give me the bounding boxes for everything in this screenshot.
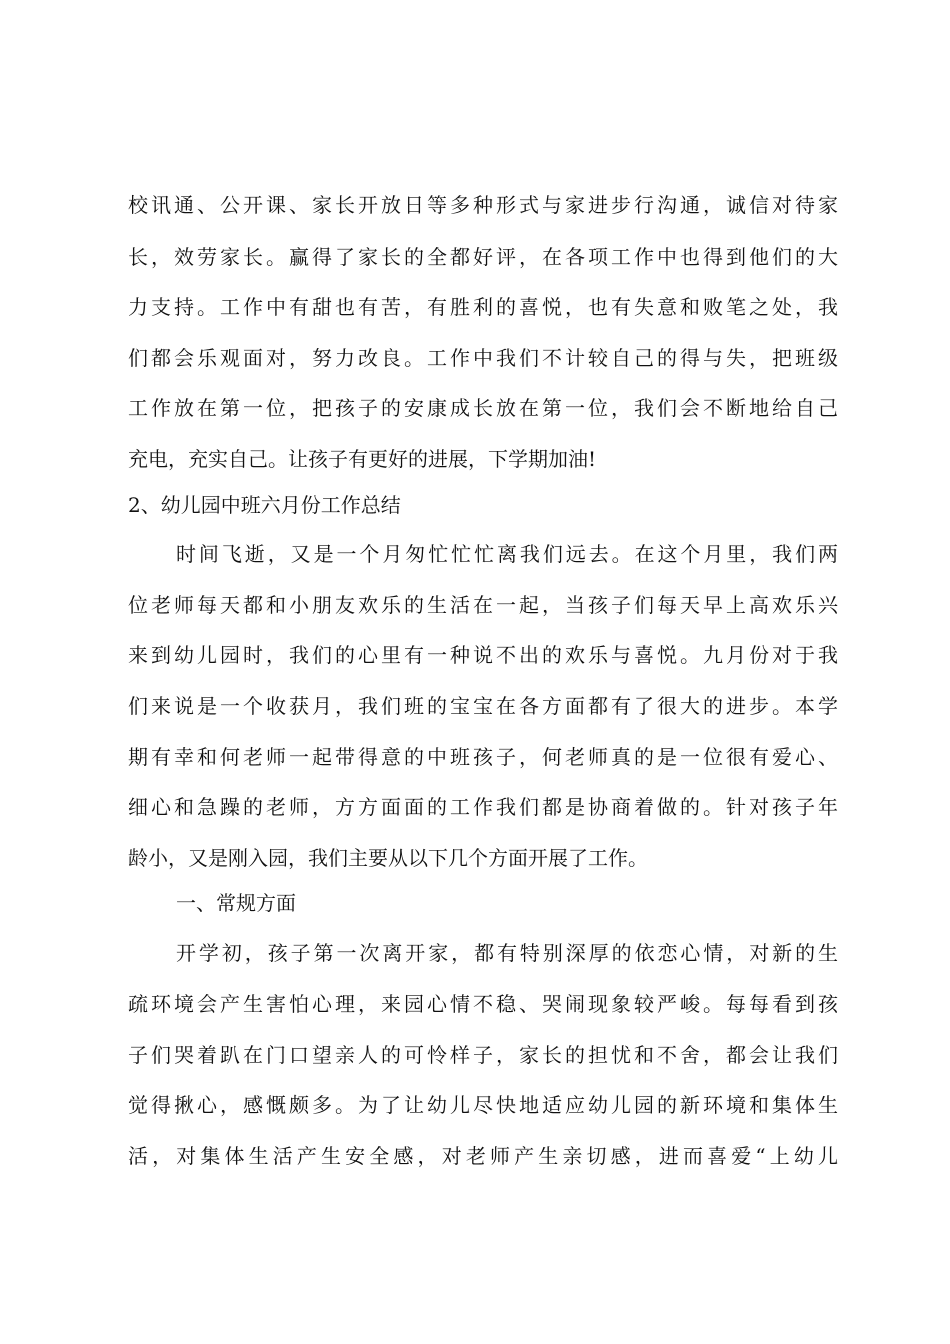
body-line: 疏环境会产生害怕心理，来园心情不稳、哭闹现象较严峻。每每看到孩: [128, 992, 838, 1016]
body-line: 校讯通、公开课、家长开放日等多种形式与家进步行沟通，诚信对待家: [128, 193, 838, 217]
body-line: 长，效劳家长。赢得了家长的全都好评，在各项工作中也得到他们的大: [128, 245, 838, 269]
body-line: 充电，充实自己。让孩子有更好的进展，下学期加油!: [128, 447, 597, 471]
body-line: 期有幸和何老师一起带得意的中班孩子，何老师真的是一位很有爱心、: [128, 745, 838, 769]
body-line: 活，对集体生活产生安全感，对老师产生亲切感，进而喜爱“上幼儿: [128, 1144, 838, 1168]
body-line: 细心和急躁的老师，方方面面的工作我们都是协商着做的。针对孩子年: [128, 795, 838, 819]
subsection-heading: 一、常规方面: [176, 891, 296, 915]
body-line: 力支持。工作中有甜也有苦，有胜利的喜悦，也有失意和败笔之处，我: [128, 295, 838, 319]
body-line: 龄小，又是刚入园，我们主要从以下几个方面开展了工作。: [128, 846, 648, 870]
body-line: 子们哭着趴在门口望亲人的可怜样子，家长的担忧和不舍，都会让我们: [128, 1043, 838, 1067]
body-line: 来到幼儿园时，我们的心里有一种说不出的欢乐与喜悦。九月份对于我: [128, 643, 838, 667]
body-line: 工作放在第一位，把孩子的安康成长放在第一位，我们会不断地给自己: [128, 396, 838, 420]
section-heading: 2、幼儿园中班六月份工作总结: [128, 493, 401, 517]
body-line: 们都会乐观面对，努力改良。工作中我们不计较自己的得与失，把班级: [128, 346, 838, 370]
paragraph-first-line: 开学初，孩子第一次离开家，都有特别深厚的依恋心情，对新的生: [176, 941, 838, 965]
paragraph-first-line: 时间飞逝，又是一个月匆忙忙忙离我们远去。在这个月里，我们两: [176, 542, 838, 566]
body-line: 们来说是一个收获月，我们班的宝宝在各方面都有了很大的进步。本学: [128, 694, 838, 718]
body-line: 位老师每天都和小朋友欢乐的生活在一起，当孩子们每天早上高欢乐兴: [128, 593, 838, 617]
body-line: 觉得揪心，感慨颇多。为了让幼儿尽快地适应幼儿园的新环境和集体生: [128, 1093, 838, 1117]
